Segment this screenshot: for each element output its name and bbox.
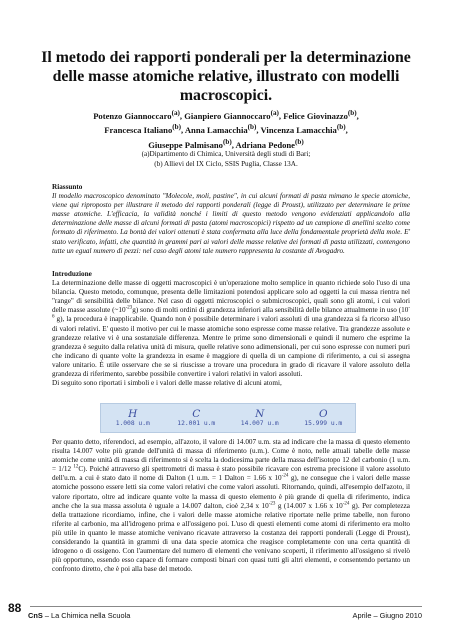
element-mass: 15.999 u.m <box>304 419 343 427</box>
author: Felice Giovinazzo$^{(b)}$, <box>283 109 359 121</box>
abstract-text: Il modello macroscopico denominato "Molecole, moli, pastine", in cui alcuni formati di pasta mimano le specie atomiche, viene qui riproposto per illustrare il metodo dei rapporti ponderali (legge di Proust), utilizzato per determinare le prime masse atomiche. L'efficacia, la validità nonché i limiti di questo metodo vengono evidenziati applicandolo alla determinazione delle masse di alcuni formati di pasta (atomi macroscopici) rispetto ad un campione di anellini scelto come formato di riferimento. La bontà dei valori ottenuti è stata confermata alla luce della fondamentale proprietà della mole. E' stato verificato, infatti, che quantità in grammi pari ai valori delle masse relative dei formati di pasta utilizzati, contengono tutte un egual numero di pezzi: nel caso degli atomi tale numero rappresenta la costante di Avogadro. <box>52 192 410 255</box>
element-symbol: N <box>255 407 265 420</box>
element-carbon <box>165 404 229 432</box>
author: Giuseppe Palmisano$^{(b)}$, <box>148 137 236 150</box>
footer-divider <box>30 606 422 607</box>
abstract-heading: Riassunto <box>52 183 83 191</box>
body-section <box>52 438 410 574</box>
introduction-section <box>52 270 410 388</box>
paper-title: Il metodo dei rapporti ponderali per la determinazione delle masse atomiche relative, illustrato con modelli macroscopici. <box>41 49 411 104</box>
introduction-lead-in: Di seguito sono riportati i simboli e i valori delle masse relative di alcuni atomi, <box>52 379 282 388</box>
page-number: 88 <box>8 601 22 615</box>
affiliation-b: (b) Allievi del IX Ciclo, SSIS Puglia, Classe 13A. <box>154 160 298 168</box>
author: Potenzo Giannoccaro$^{(a)}$, <box>93 109 185 121</box>
author: Francesca Italiano$^{(b)}$, <box>104 123 185 136</box>
element-nitrogen <box>228 404 292 432</box>
element-mass: 14.007 u.m <box>240 419 279 427</box>
footer-issue: Aprile – Giugno 2010 <box>352 611 422 620</box>
element-symbol: C <box>192 407 201 420</box>
element-mass: 12.001 u.m <box>177 419 216 427</box>
author: Adriana Pedone$^{(b)}$ <box>235 137 304 150</box>
author: Vincenza Lamacchia$^{(b)}$, <box>260 123 348 136</box>
atomic-masses-table <box>100 403 356 433</box>
body-paragraph: Per quanto detto, riferendoci, ad esempio, all'azoto, il valore di 14.007 u.m. sta ad indicare che la massa di questo elemento risulta 14.007 volte più grande dell'unità di massa di riferimento (u.m.). Come è noto, nelle attuali tabelle delle masse atomiche come unità di massa di riferimento si è scelta la dodicesima parte della massa dell'isotopo 12 del carbonio (1 u.m. = 1/12 $^{12}$C). Poiché attraverso gli spettrometri di massa è stato possibile ricavare con estrema precisione il valore assoluto dell'u.m. a cui è stato dato il nome di Dalton (1 u.m. = 1 Dalton = 1.66 x $10^{-24}$ g), ne consegue che i valori delle masse atomiche possono essere letti sia come valori relativi che come valori assoluti. Ritornando, quindi, all'esempio dell'azoto, il valore riportato, oltre ad indicare quante volte la massa di questo elemento è più grande di quella di riferimento, indica anche che la sua massa assoluta è uguale a 14.007 dalton, cioè 2,34 x $10^{-23}$ g (14.007 x 1.66 x $10^{-24}$ g). Per completezza della trattazione ricordiamo, infine, che i valori delle masse atomiche relative riportate nelle prime tabelle, non furono riferite al carbonio, ma all'idrogeno prima e all'ossigeno poi. L'uso di questi elementi come atomi di riferimento era molto più utile in quanto le masse atomiche venivano ricavate attraverso la costanza dei rapporti ponderali (Legge di Proust), considerando la quantità in grammi di una data specie atomica che reagisce completamente con una certa quantità di idrogeno o di ossigeno. Con l'aumentare del numero di elementi che venivano scoperti, il riferimento all'ossigeno si rivelò più opportuno, essendo esso capace di formare composti binari con quasi tutti gli altri elementi, e consentendo pertanto un confronto diretto, che è poi alla base del metodo. <box>52 438 410 574</box>
element-hydrogen <box>101 404 165 432</box>
introduction-heading: Introduzione <box>52 270 92 278</box>
element-mass: 1.008 u.m <box>115 419 150 427</box>
footer-journal: CnS – La Chimica nella Scuola <box>28 611 131 620</box>
element-oxygen <box>292 404 356 432</box>
element-symbol: H <box>128 407 138 420</box>
introduction-paragraph: La determinazione delle masse di oggetti macroscopici è un'operazione molto semplice in quanto richiede solo l'uso di una bilancia. Questo metodo, comunque, presenta delle limitazioni potendosi applicare solo ad oggetti la cui massa rientra nel "range" di sensibilità delle bilance. Nel caso di oggetti microscopici o submicroscopici, quali sono gli atomi, i cui valori delle masse assolute $(\sim 10^{-23}g)$ sono di molti ordini di grandezza inferiori alla sensibilità delle bilance attualmente in uso ($10^{-6}$ g), la procedura è inapplicabile. Quando non è possibile determinare i valori assoluti di una grandezza si fa ricorso all'uso di valori relativi. E' questo il motivo per cui le masse atomiche sono espresse come masse relative. Tra grandezze assolute e grandezze relative vi è una sostanziale differenza. Mentre le prime sono dimensionali e quindi il numero che esprime la grandezza è seguito dalla relativa unità di misura, quelle relative sono adimensionali, per cui sono espresse con numeri puri che indicano di quante volte la grandezza in esame è maggiore di quella di un campione di riferimento, a cui si assegna valore unitario. È utile osservare che se si riuscisse a trovare una procedura in grado di ricavare il valore assoluto della grandezza di riferimento, sarebbe possibile convertire i valori relativi in valori assoluti. <box>52 279 410 379</box>
affiliations <box>36 149 416 169</box>
affiliation-a: (a)Dipartimento di Chimica, Università degli studi di Bari; <box>141 150 311 158</box>
author-list <box>36 108 416 151</box>
author: Anna Lamacchia$^{(b)}$, <box>184 123 261 136</box>
abstract-section <box>52 183 410 256</box>
author: Gianpiero Giannoccaro$^{(a)}$, <box>184 109 284 121</box>
element-symbol: O <box>318 407 328 420</box>
